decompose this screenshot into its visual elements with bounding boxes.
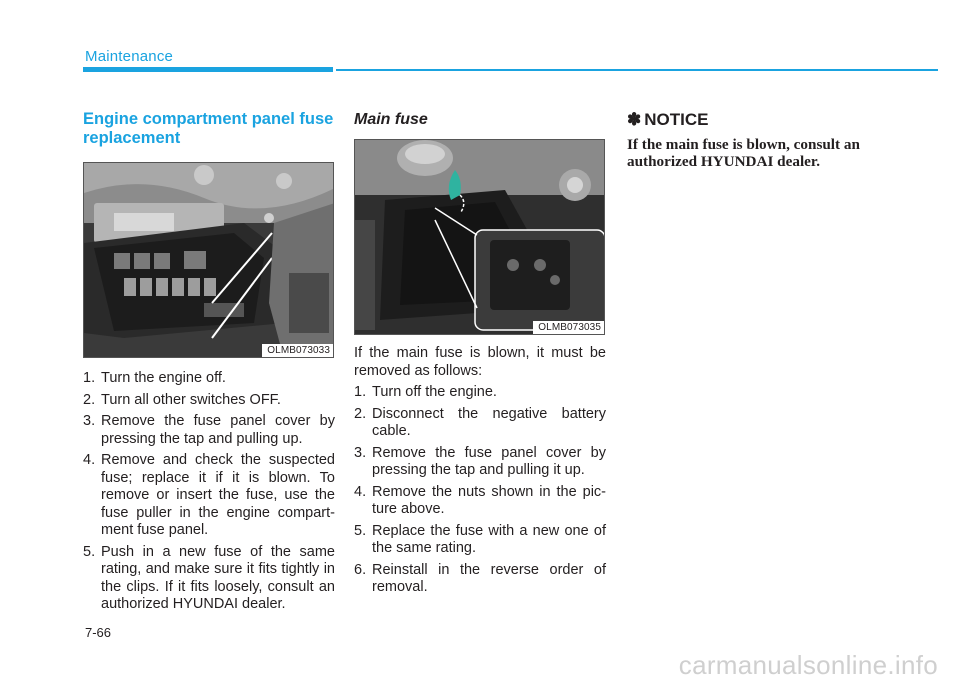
step-number: 5.: [83, 543, 96, 560]
main-fuse-steps: [354, 384, 606, 597]
step-text: Remove and check the suspected fuse; replace it if it is blown. To remove or insert the fuse, use the fuse puller in the engine compart-ment fuse panel.: [101, 452, 335, 538]
list-item: [83, 452, 335, 540]
list-item: [354, 484, 606, 519]
notice-asterisk-icon: ✽: [627, 110, 642, 129]
header-rule-thin: [336, 69, 938, 71]
step-text: Turn all other switches OFF.: [101, 391, 281, 408]
step-number: 2.: [354, 405, 367, 422]
section-header: Maintenance: [85, 48, 174, 65]
step-number: 3.: [83, 413, 96, 429]
list-item: [354, 406, 606, 441]
column-main-fuse: [354, 110, 606, 597]
list-item: [354, 384, 606, 402]
step-number: 4.: [83, 452, 96, 468]
notice-body: If the main fuse is blown, consult an authorized HYUNDAI dealer.: [627, 136, 860, 170]
step-text: Remove the fuse panel cover by pressing the tap and pulling up.: [101, 413, 335, 447]
image-code-label: OLMB073035: [533, 321, 604, 334]
main-fuse-intro: If the main fuse is blown, it must be removed as follows:: [354, 345, 606, 379]
list-item: [354, 445, 606, 480]
step-number: 3.: [354, 444, 367, 461]
step-number: 5.: [354, 522, 367, 539]
column-engine-panel: [83, 110, 335, 614]
step-number: 4.: [354, 483, 367, 500]
list-item: [354, 523, 606, 558]
step-number: 1.: [83, 370, 96, 386]
engine-panel-steps: [83, 370, 335, 614]
step-number: 2.: [83, 391, 96, 408]
step-number: 6.: [354, 561, 367, 578]
header-rule-thick: [83, 67, 333, 72]
main-fuse-illustration: [355, 140, 605, 335]
engine-fuse-panel-illustration: [84, 163, 334, 358]
step-text: Disconnect the negative battery cable.: [372, 405, 606, 439]
step-text: Push in a new fuse of the same rating, and make sure it fits tightly in the clips. If it fits loosely, consult an authorized HYUNDAI dealer.: [101, 543, 335, 612]
engine-fuse-panel-photo: [83, 162, 334, 358]
column-notice: [627, 110, 907, 170]
list-item: [354, 562, 606, 597]
list-item: [83, 413, 335, 448]
step-text: Replace the fuse with a new one of the same rating.: [372, 522, 606, 556]
section-title: Engine compartment panel fuse replacement: [83, 110, 334, 147]
notice-title: NOTICE: [644, 110, 709, 129]
image-code-label: OLMB073033: [262, 344, 333, 357]
step-text: Turn off the engine.: [372, 384, 497, 400]
list-item: [83, 392, 335, 410]
step-text: Remove the nuts shown in the pic-ture above.: [372, 483, 606, 517]
list-item: [83, 544, 335, 614]
watermark-text: carmanualsonline.info: [678, 650, 938, 680]
step-text: Reinstall in the reverse order of removal.: [372, 561, 606, 595]
step-number: 1.: [354, 384, 367, 400]
notice-heading: [627, 110, 907, 130]
step-text: Remove the fuse panel cover by pressing the tap and pulling it up.: [372, 444, 606, 478]
subsection-title: Main fuse: [354, 111, 428, 128]
step-text: Turn the engine off.: [101, 370, 226, 386]
list-item: [83, 370, 335, 388]
page-number: 7-66: [85, 625, 112, 640]
main-fuse-photo: [354, 139, 605, 335]
